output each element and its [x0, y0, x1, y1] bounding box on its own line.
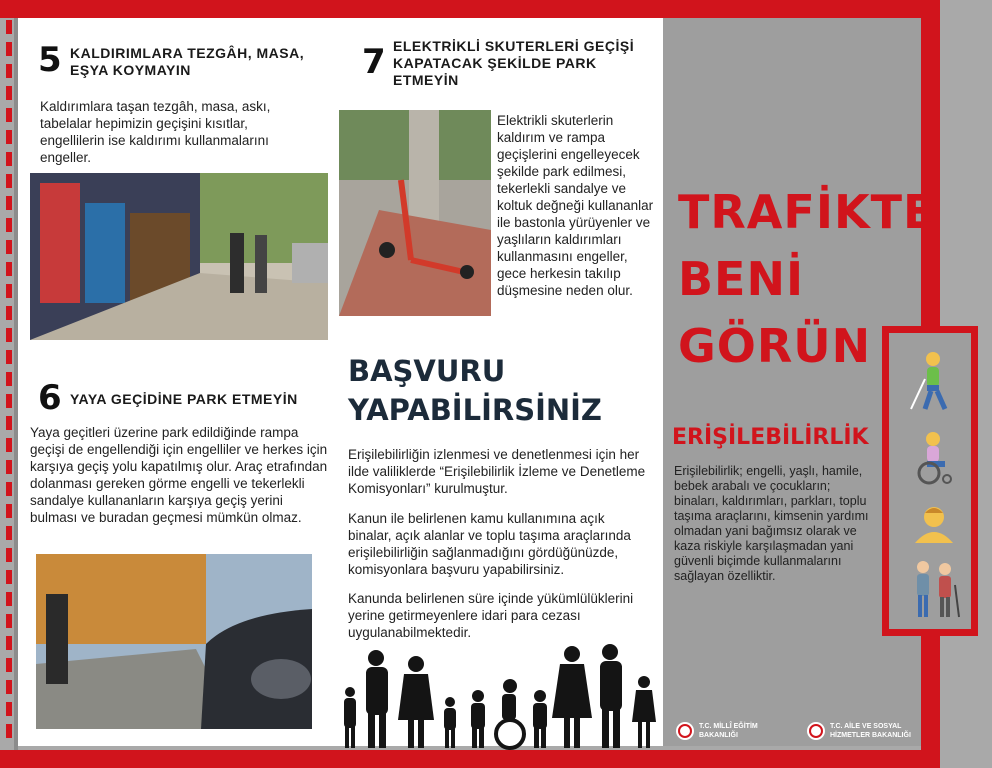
apply-para3: Kanunda belirlenen süre içinde yükümlülüklerini yerine getirmeyenlere idari para cezası uygulanabilmektedir. — [348, 591, 634, 640]
asb-logo-icon — [806, 721, 826, 741]
apply-para2: Kanun ile belirlenen kamu kullanımına açık binalar, açık alanlar ve toplu taşıma araçlarında erişilebilirliğin sağlanmadığını gördüğünüzde, komisyonlara başvuru yapabilirsiniz. — [348, 511, 631, 577]
side-title-line1: TRAFİKTE — [678, 185, 936, 239]
section7-number: 7 — [362, 42, 386, 82]
scooter-photo — [339, 110, 491, 316]
top-red-bar — [0, 0, 940, 18]
section7-heading: ELEKTRİKLİ SKUTERLERİ GEÇİŞİ KAPATACAK ŞEKİLDE PARK ETMEYİN — [393, 38, 635, 88]
section5-heading: KALDIRIMLARA TEZGÂH, MASA, EŞYA KOYMAYIN — [70, 45, 305, 78]
bottom-red-bar — [0, 750, 940, 768]
apply-para1: Erişilebilirliğin izlenmesi ve denetlenmesi için her ilde valiliklerde “Erişilebilirlik İzleme ve Denetleme Komisyonları” kurulmuştur. — [348, 447, 646, 496]
left-dashed-border — [6, 20, 12, 746]
meb-logo-line2: BAKANLIĞI — [699, 732, 738, 739]
asb-logo-line2: HİZMETLER BAKANLIĞI — [830, 732, 911, 739]
blind-person-icon — [907, 351, 957, 415]
side-title-line2: BENİ — [678, 252, 805, 306]
apply-title-line2: YAPABİLİRSİNİZ — [348, 393, 602, 427]
side-title-line3: GÖRÜN — [678, 319, 872, 373]
meb-logo-icon — [675, 721, 695, 741]
section5-number: 5 — [38, 40, 62, 80]
elderly-couple-icon — [907, 559, 961, 619]
asb-logo-line1: T.C. AİLE VE SOSYAL — [830, 723, 902, 730]
section6-number: 6 — [38, 378, 62, 418]
person-icon — [911, 503, 957, 543]
street-stalls-photo — [30, 173, 328, 340]
people-silhouettes-image — [338, 640, 658, 750]
apply-title-line1: BAŞVURU — [348, 354, 506, 388]
section6-text: Yaya geçitleri üzerine park edildiğinde rampa geçişi de engellendiği için engelliler ve herkes için karşıya geçiş yolu kapatılmış olur. Araç etrafından dolanması gereken görme engelli ve tekerlekli sandalye kullananların karşıya geçiş yerini bulması ve buradan geçmesi mümkün olmaz. — [30, 425, 328, 525]
section5-text: Kaldırımlara taşan tezgâh, masa, askı, tabelalar hepimizin geçişini kısıtlar, engellilerin ise kaldırımı kullanmalarını engeller. — [40, 99, 271, 165]
accessibility-icons-box — [882, 326, 978, 636]
wheelchair-user-icon — [907, 431, 957, 485]
crosswalk-parking-photo — [36, 554, 312, 729]
side-subtitle: ERİŞİLEBİLİRLİK — [672, 425, 869, 450]
meb-logo-line1: T.C. MİLLÎ EĞİTİM — [699, 723, 758, 730]
section6-heading: YAYA GEÇİDİNE PARK ETMEYİN — [70, 391, 298, 407]
side-text: Erişilebilirlik; engelli, yaşlı, hamile, bebek arabalı ve çocukların; binaları, kaldırımları, parkları, toplu taşıma araçlarını, kimsenin yardımı olmadan yani bağımsız olarak ve kaza riskiyle karşılaşmadan yani güvenli biçimde kullanmalarını sağlayan özelliktir. — [674, 464, 869, 583]
section7-text: Elektrikli skuterlerin kaldırım ve rampa geçişlerini engelleyecek şekilde park edilmesi, tekerlekli sandalye ve koltuk değneği kullananlar ile bastonla yürüyenler ve yaşlıların kaldırımları kullanmasını engeller, gece herkesin takılıp düşmesine neden olur. — [497, 113, 654, 298]
